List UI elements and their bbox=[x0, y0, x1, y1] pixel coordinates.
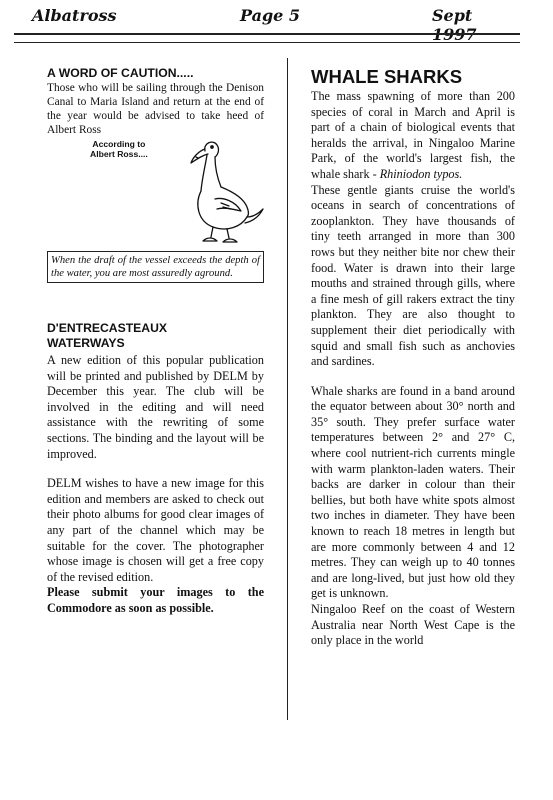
whale-paragraph-1-text: The mass spawning of more than 200 species of coral in March and April is part of a chain of biological events that heralds the arrival, in Ningaloo Marine Park, of the world's largest fish, the whale shark - bbox=[311, 89, 515, 181]
header-rule-thin bbox=[14, 42, 520, 43]
albatross-bird-illustration bbox=[175, 137, 265, 247]
according-line-2: Albert Ross.... bbox=[90, 149, 148, 159]
left-column bbox=[47, 66, 264, 617]
dentrecasteaux-title-2: WATERWAYS bbox=[47, 336, 125, 350]
whale-paragraph-1 bbox=[311, 89, 515, 183]
whale-sharks-title: WHALE SHARKS bbox=[311, 66, 463, 87]
whale-paragraph-4: Ningaloo Reef on the coast of Western Australia near North West Cape is the only place in the world bbox=[311, 602, 515, 648]
header-rule bbox=[14, 33, 520, 35]
albatross-cartoon bbox=[47, 137, 264, 247]
whale-paragraph-3: Whale sharks are found in a band around the equator between about 30° north and 35° south. They prefer surface water temperatures between 2° and 27° C, where cool nutrient-rich currents mingle with warm plankton-laden waters. Their backs are darker in colour than their bellies, but both have white spots almost two inches in diameter. They have been known to reach 18 metres in length but are more commonly between 4 and 12 metres. They can weigh up to 40 tonnes and are long-lived, but just how old they get is unknown. bbox=[311, 383, 515, 601]
according-line-1: According to bbox=[92, 139, 146, 149]
page-number: Page 5 bbox=[240, 6, 301, 25]
dentrecasteaux-paragraph-1: A new edition of this popular publication will be printed and published by DELM by December this year. The club will be involved in the editing and will need assistance with the rewriting of some sections. The binding and the layout will be improved. bbox=[47, 353, 264, 461]
newsletter-name: Albatross bbox=[32, 6, 117, 25]
dentrecasteaux-article bbox=[47, 321, 264, 617]
caution-title: A WORD OF CAUTION..... bbox=[47, 66, 194, 80]
right-column bbox=[311, 66, 515, 649]
dentrecasteaux-paragraph-2: DELM wishes to have a new image for this edition and members are asked to check out their photo albums for good clear images of any part of the channel which may be suitable for the cover. The photographer whose image is chosen will get a free copy of the revised edition. bbox=[47, 476, 264, 584]
page-header bbox=[14, 6, 514, 28]
issue-date: Sept bbox=[432, 6, 473, 25]
column-divider bbox=[287, 58, 288, 720]
according-label bbox=[90, 139, 148, 159]
caution-text: Those who will be sailing through the Denison Canal to Maria Island and return at the end of the year would be advised to take heed of Albert Ross bbox=[47, 82, 264, 136]
dentrecasteaux-title-1: D'ENTRECASTEAUX bbox=[47, 321, 168, 335]
dentrecasteaux-paragraph-3: Please submit your images to the Commodore as soon as possible. bbox=[47, 585, 264, 615]
caution-article bbox=[47, 66, 264, 283]
species-name: Rhiniodon typos. bbox=[379, 166, 463, 181]
whale-paragraph-2: These gentle giants cruise the world's oceans in search of concentrations of zooplankton. They have thousands of tiny teeth arranged in more than 300 rows but they neither bite nor chew their food. Water is drawn into their large mouths and strained through gills, where a fine mesh of gill rakers extract the tiny plankton. They are also thought to supplement their diet periodically with squid and small fish such as anchovies and sardines. bbox=[311, 182, 515, 369]
cartoon-caption: When the draft of the vessel exceeds the depth of the water, you are most assuredly aground. bbox=[47, 251, 264, 283]
